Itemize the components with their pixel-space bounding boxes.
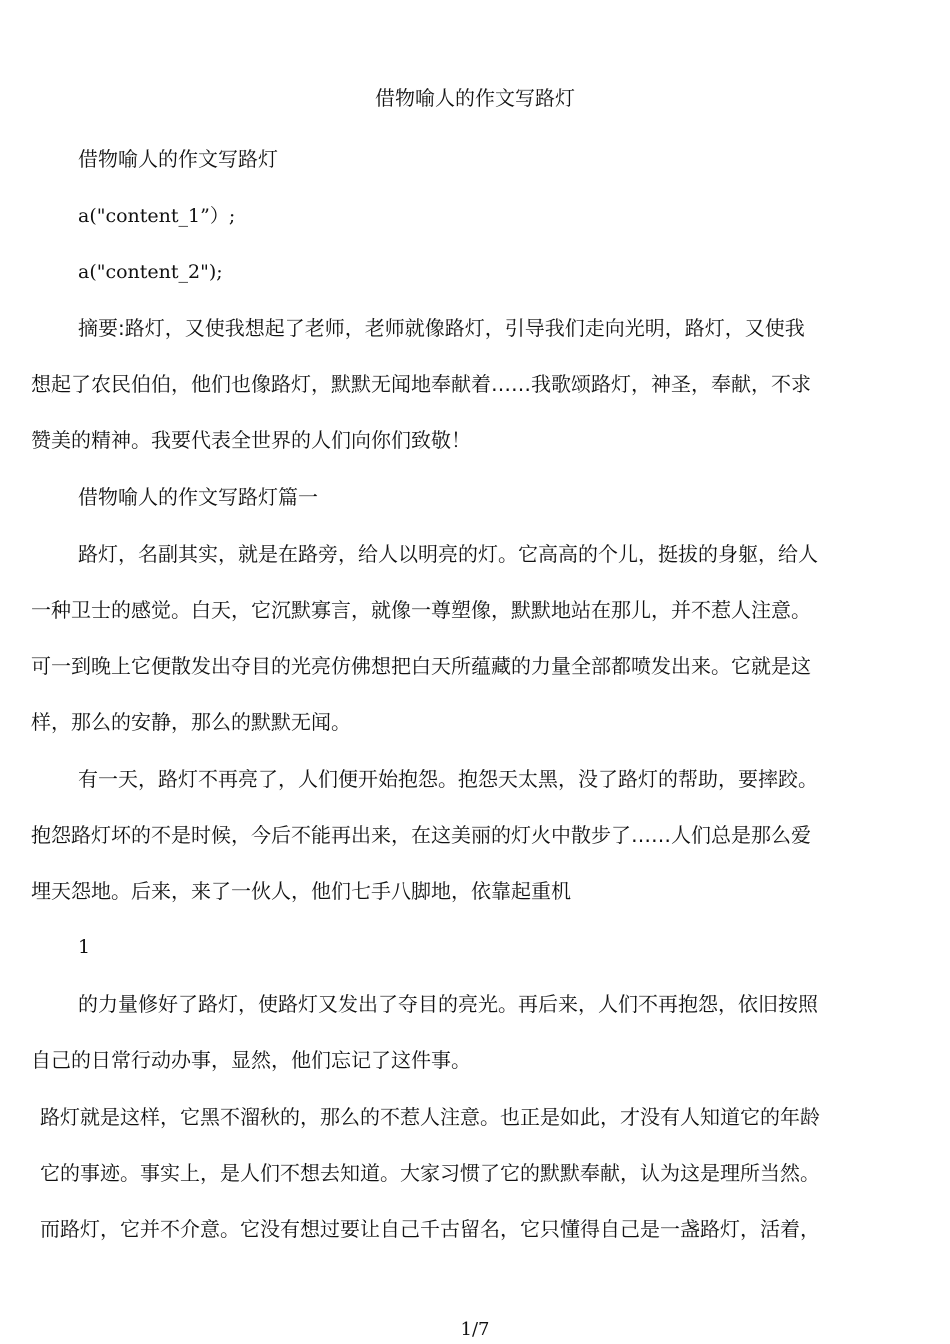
code-line-1: a("content_1”）; xyxy=(78,205,236,227)
para2-line-2: 抱怨路灯坏的不是时候，今后不能再出来，在这美丽的灯火中散步了……人们总是那么爱 xyxy=(31,823,811,847)
abstract-line-3: 赞美的精神。我要代表全世界的人们向你们致敬！ xyxy=(31,428,471,452)
para3-line-1: 的力量修好了路灯，使路灯又发出了夺目的亮光。再后来，人们不再抱怨，依旧按照 xyxy=(78,992,818,1016)
para4-line-1: 路灯就是这样，它黑不溜秋的，那么的不惹人注意。也正是如此，才没有人知道它的年龄 xyxy=(40,1105,820,1129)
inner-page-number: 1 xyxy=(78,936,91,958)
para2-line-3: 埋天怨地。后来，来了一伙人，他们七手八脚地，依靠起重机 xyxy=(31,879,571,903)
footer-page-number: 1/7 xyxy=(460,1319,490,1340)
para2-line-1: 有一天，路灯不再亮了，人们便开始抱怨。抱怨天太黑，没了路灯的帮助，要摔跤。 xyxy=(78,767,818,791)
code-line-2: a("content_2"); xyxy=(78,261,223,283)
abstract-line-2: 想起了农民伯伯，他们也像路灯，默默无闻地奉献着……我歌颂路灯，神圣，奉献，不求 xyxy=(31,372,811,396)
abstract-line-1: 摘要:路灯，又使我想起了老师，老师就像路灯，引导我们走向光明，路灯，又使我 xyxy=(78,316,805,340)
para1-line-4: 样，那么的安静，那么的默默无闻。 xyxy=(31,710,351,734)
para1-line-2: 一种卫士的感觉。白天，它沉默寡言，就像一尊塑像，默默地站在那儿，并不惹人注意。 xyxy=(31,598,811,622)
para4-line-2: 它的事迹。事实上，是人们不想去知道。大家习惯了它的默默奉献，认为这是理所当然。 xyxy=(40,1161,820,1185)
para4-line-3: 而路灯，它并不介意。它没有想过要让自己千古留名，它只懂得自己是一盏路灯，活着， xyxy=(40,1217,820,1241)
para3-line-2: 自己的日常行动办事，显然，他们忘记了这件事。 xyxy=(31,1048,471,1072)
document-title: 借物喻人的作文写路灯 xyxy=(375,86,575,110)
section-heading: 借物喻人的作文写路灯篇一 xyxy=(78,485,318,509)
para1-line-3: 可一到晚上它便散发出夺目的光亮仿佛想把白天所蕴藏的力量全部都喷发出来。它就是这 xyxy=(31,654,811,678)
para1-line-1: 路灯，名副其实，就是在路旁，给人以明亮的灯。它高高的个儿，挺拔的身躯，给人 xyxy=(78,542,818,566)
subtitle: 借物喻人的作文写路灯 xyxy=(78,147,278,171)
